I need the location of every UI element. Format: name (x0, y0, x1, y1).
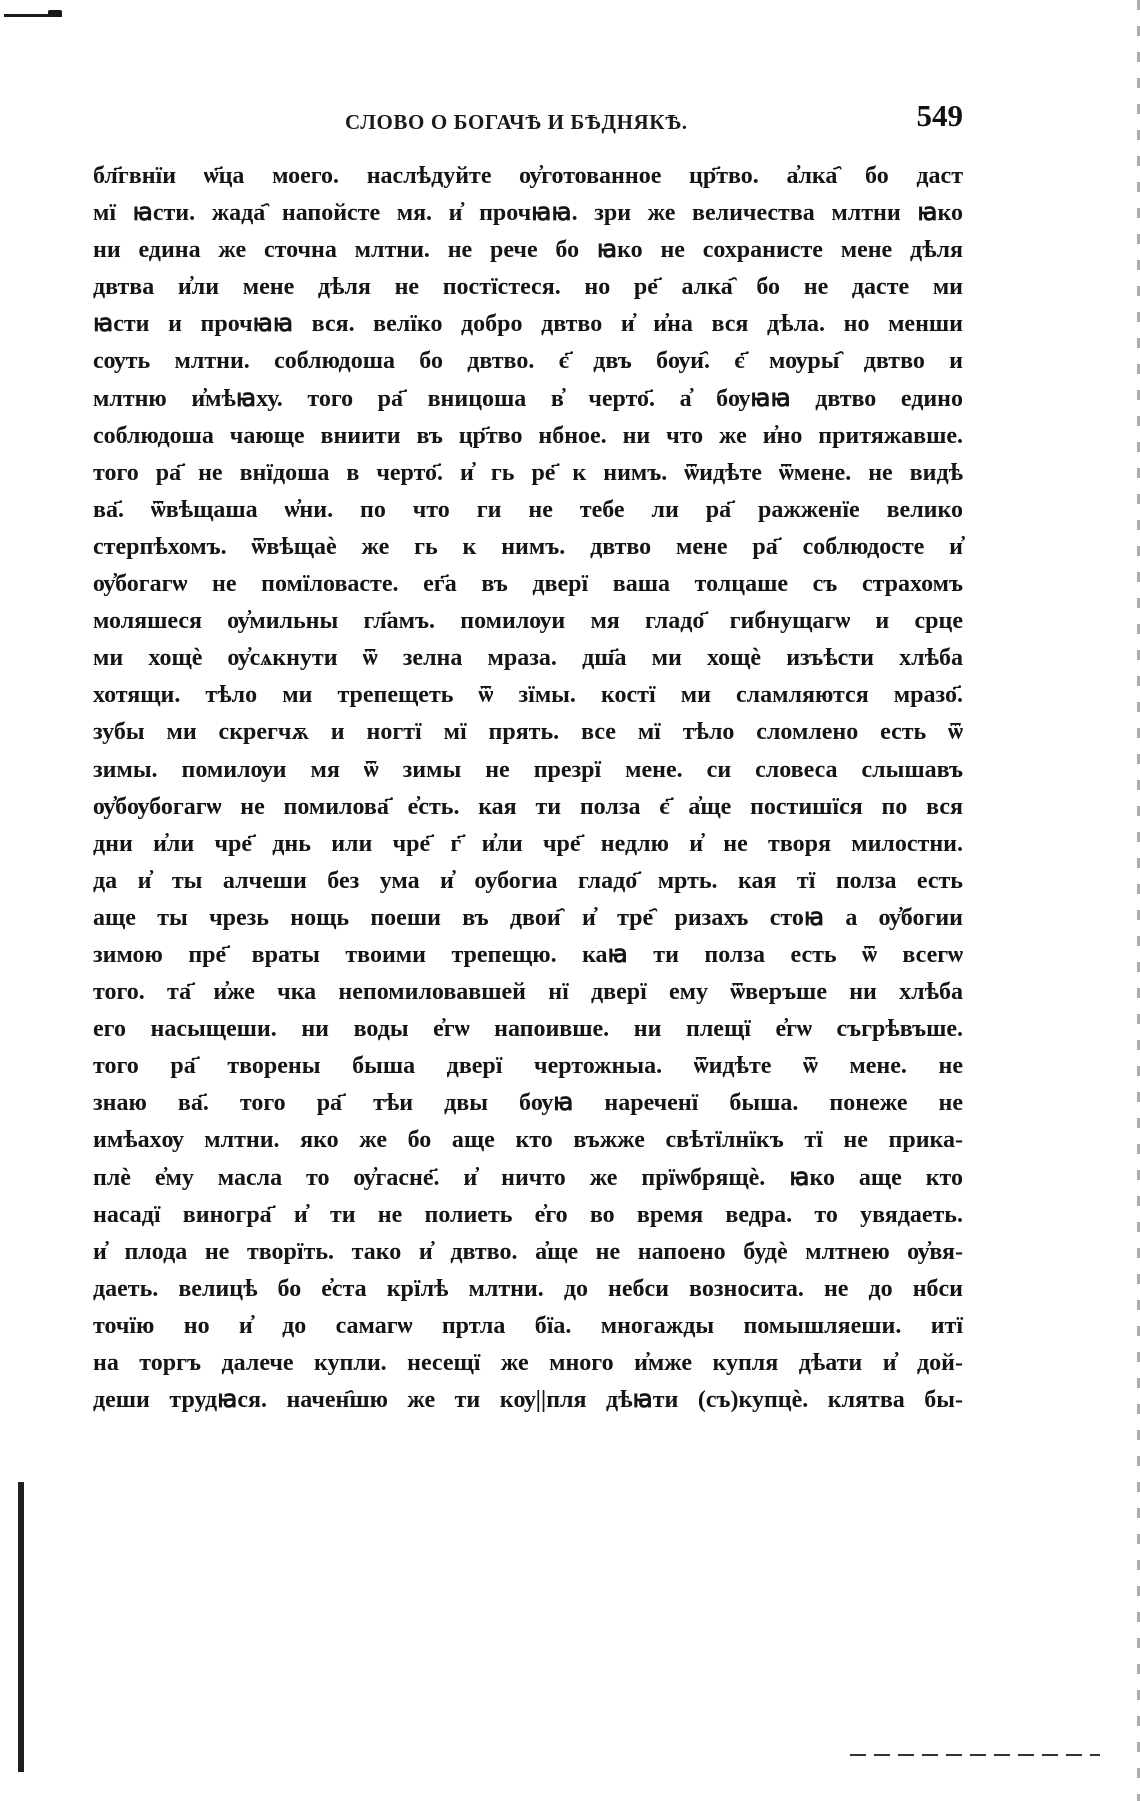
text-line: ꙗсти и прочꙗꙗ вся. велїко добро двтво и҆ и҆на вся дѣла. но менши (93, 311, 963, 338)
running-head (93, 96, 963, 146)
text-line: его насыщеши. ни воды е҆гѡ напоивше. ни плещї е҆гѡ съгрѣвъше. (93, 1016, 963, 1043)
text-line: ми хощѐ ѹ҆сѧкнути ѿ зелна мраза. дш҃а ми хощѐ изъѣсти хлѣба (93, 645, 963, 672)
text-line: того ра҃ не внїдоша в черто҃. и҆ гь ре҃ к нимъ. ѿидѣте ѿмене. не видѣ (93, 459, 963, 486)
text-line: на торгъ далече купли. несещї же много и҆мже купля дѣати и҆ дой- (93, 1350, 963, 1376)
text-line: сѹть млтни. соблюдоша бо двтво. є҃ двъ бѹи҄. є҃ мѹры҄ двтво и (93, 348, 963, 375)
text-line: плѐ е҆му масла то ѹ҆гасне҃. и҆ ничто же прїѡбрящѐ. ꙗко аще кто (93, 1164, 963, 1191)
text-line: ва҃. ѿвѣщаша ѡ҆ни. по что ги не тебе ли ра҃ ражженїе велико (93, 496, 963, 523)
text-line: точїю но и҆ до самагѡ пртла бїа. многажды помышляеши. итї (93, 1312, 963, 1339)
text-line: бл҃гвнїи ѡ҃ца моего. наслѣдуйте ѹ҆готованное цр҃тво. а҆лка҄ бо даст (93, 163, 963, 189)
running-title: СЛОВО О БОГАЧѢ И БѢДНЯКѢ. (345, 110, 688, 134)
text-line: моляшеся ѹ҆мильны гл҃амъ. помилѹи мя гладо҃ гибнущагѡ и срце (93, 608, 963, 635)
scan-artifact-blot (48, 10, 62, 17)
text-line: ни едина же сточна млтни. не рече бо ꙗко не сохранисте мене дѣля (93, 237, 963, 264)
text-line: имѣахѹ млтни. яко же бо аще кто въжже свѣтїлнїкъ тї не прика- (93, 1127, 963, 1154)
text-line: зимою пре҃ враты твоими трепещю. каꙗ ти полза есть ѿ всегѡ (93, 941, 963, 968)
page-number: 549 (916, 98, 963, 133)
text-line: соблюдоша чающе вниити въ цр҃тво нбное. ни что же и҆но притяжавше. (93, 422, 963, 449)
text-line: деши трудꙗся. начен҄шю же ти кѹ||пля дѣꙗти (съ)купцѐ. клятва бы- (93, 1387, 963, 1414)
text-line: зубы ми скрегчѫ и ногтї мї прять. все мї тѣло сломлено есть ѿ (93, 719, 963, 746)
text-line: стерпѣхомъ. ѿвѣщаѐ же гь к нимъ. двтво мене ра҃ соблюдосте и҆ (93, 533, 963, 560)
text-line: того ра҃ творены быша дверї чертожныа. ѿидѣте ѿ мене. не (93, 1053, 963, 1080)
text-line: и҆ плода не творїть. тако и҆ двтво. а҆ще не напоено будѐ млтнею ѹ҆вя- (93, 1238, 963, 1265)
text-line: даеть. велицѣ бо е҆ста крїлѣ млтни. до небси возносита. не до нбси (93, 1275, 963, 1302)
text-line: зимы. помилѹи мя ѿ зимы не презрї мене. си словеса слышавъ (93, 756, 963, 783)
text-line: млтню и҆мѣꙗху. того ра҃ вницоша в҆ черто҃. а҆ бѹꙗꙗ двтво едино (93, 385, 963, 412)
book-page (93, 96, 963, 1419)
text-line: дни и҆ли чре҃ днь или чре҃ г҃ и҆ли чре҃ недлю и҆ не творя милостни. (93, 830, 963, 857)
text-line: насадї виногра҃ и҆ ти не полиеть е҆го во время ведра. то увядаеть. (93, 1201, 963, 1228)
text-line: да и҆ ты алчеши без ума и҆ оубогиа гладо҃ мрть. кая тї полза есть (93, 867, 963, 894)
text-line: ѹ҆богагѡ не помїловасте. ег҃а въ дверї ваша толцаше съ страхомъ (93, 571, 963, 598)
text-line: хотящи. тѣло ми трепещеть ѿ зїмы. костї ми сламляются мразо҃. (93, 682, 963, 709)
text-line: двтва и҆ли мене дѣля не постїстеся. но ре҃ алка҄ бо не дасте ми (93, 274, 963, 301)
scan-artifact-dash (850, 1754, 1100, 1756)
text-line: ѹ҆бѹбогагѡ не помилова҃ е҆сть. кая ти полза є҃ а҆ще постишїся по вся (93, 793, 963, 820)
body-text (93, 158, 963, 1419)
text-line: аще ты чрезь нощь поеши въ двои҄ и҆ тре҄ ризахъ стоꙗ а ѹ҆богии (93, 904, 963, 931)
text-line: знаю ва҃. того ра҃ тѣи двы бѹꙗ нареченї быша. понеже не (93, 1090, 963, 1117)
scan-edge-left (18, 1482, 24, 1772)
text-line: того. та҃ и҆же чка непомиловавшей нї дверї ему ѿверъше ни хлѣба (93, 979, 963, 1006)
text-line: мї ꙗсти. жада҄ напойсте мя. и҆ прочꙗꙗ. зри же величества млтни ꙗко (93, 200, 963, 227)
